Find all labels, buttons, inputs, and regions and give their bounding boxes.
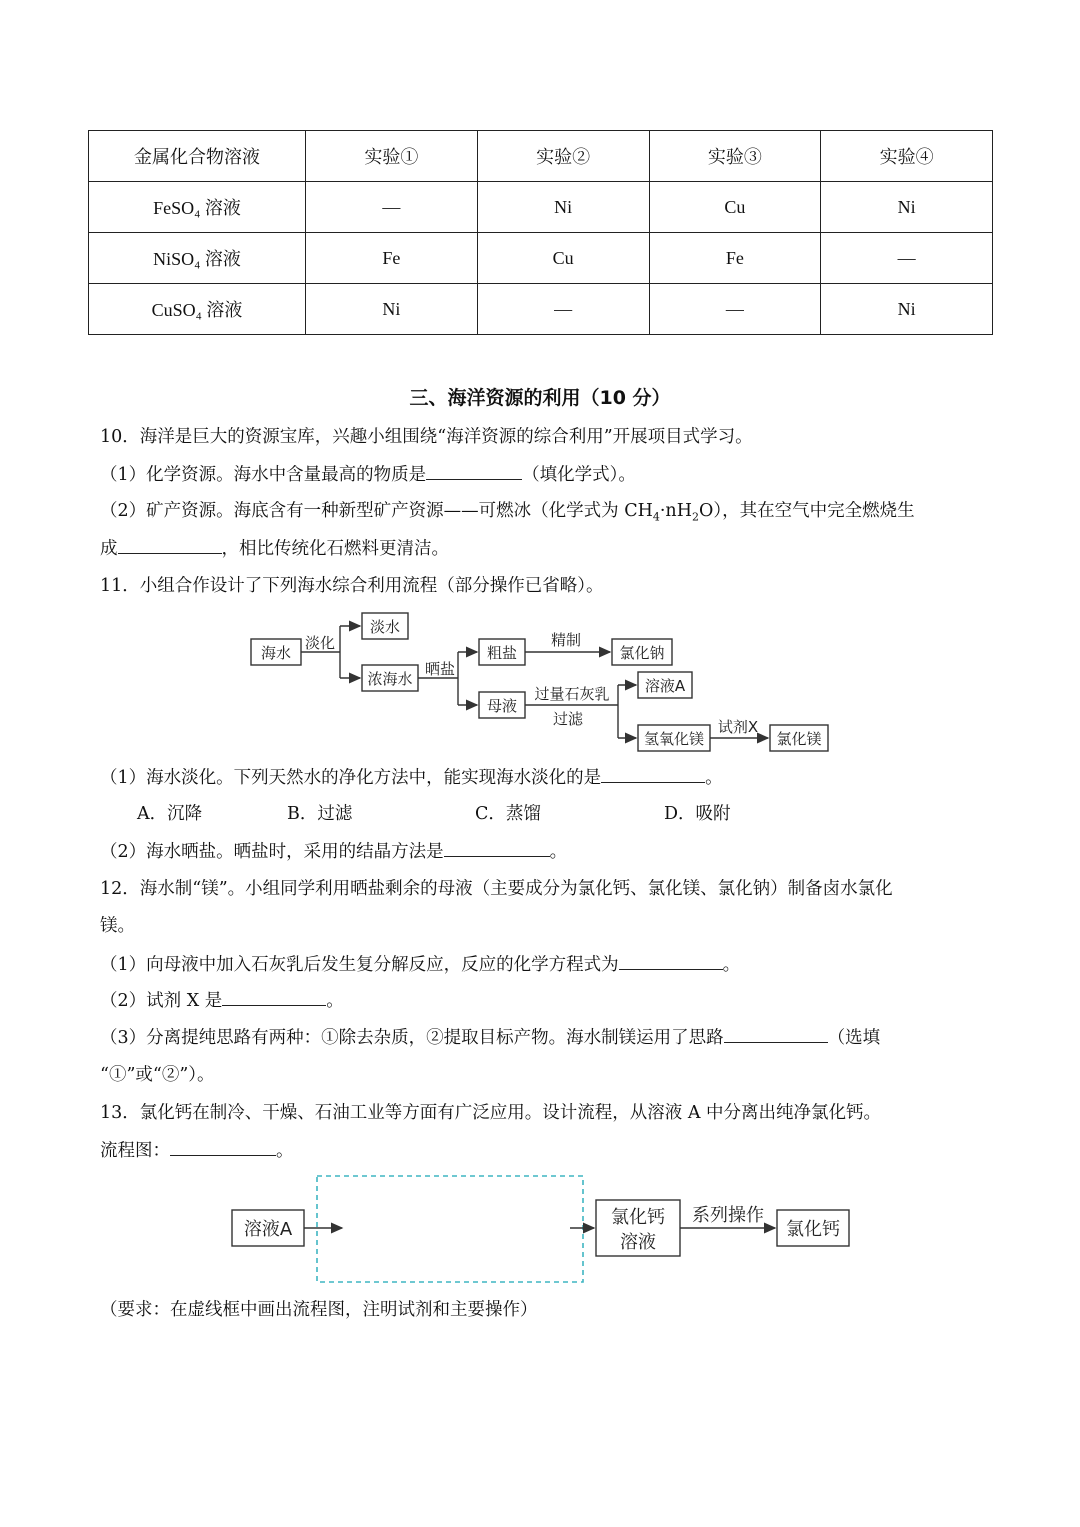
q10-stem: 10．海洋是巨大的资源宝库，兴趣小组围绕“海洋资源的综合利用”开展项目式学习。 bbox=[100, 427, 753, 447]
q10-part1-text: （1）化学资源。海水中含量最高的物质是 bbox=[100, 465, 427, 485]
q12-part3-text: （3）分离提纯思路有两种：①除去杂质，②提取目标产物。海水制镁运用了思路 bbox=[100, 1028, 724, 1048]
reagent-x-label: 试剂X bbox=[717, 718, 759, 736]
cacl2-label: 氯化钙 bbox=[786, 1219, 840, 1240]
table-cell: Ni bbox=[821, 284, 993, 335]
q12-part3-text2: （选填 bbox=[827, 1028, 881, 1048]
cacl2-flow-diagram bbox=[232, 1176, 849, 1282]
sun-dry-label: 晒盐 bbox=[424, 660, 456, 678]
q12-part3-cont: “①”或“②”）。 bbox=[100, 1065, 215, 1085]
table-header: 实验② bbox=[477, 131, 649, 182]
table-cell: — bbox=[477, 284, 649, 335]
q10-part2-text2: O），其在空气中完全燃烧生 bbox=[698, 501, 915, 521]
q13-flow-label bbox=[100, 1139, 294, 1162]
q10-part2-formula: ·nH bbox=[659, 501, 692, 521]
freshwater-label: 淡水 bbox=[369, 618, 401, 636]
table-cell: Fe bbox=[306, 233, 478, 284]
solution-a-label: 溶液A bbox=[243, 1219, 293, 1240]
q12-part3 bbox=[100, 1026, 880, 1049]
q11-part2 bbox=[100, 840, 567, 863]
crude-salt-label: 粗盐 bbox=[486, 644, 518, 662]
solution-a-label: 溶液A bbox=[644, 677, 686, 695]
option-a[interactable]: A．沉降 bbox=[137, 804, 203, 824]
refine-label: 精制 bbox=[550, 631, 582, 649]
q10-part2-end: ，相比传统化石燃料更清洁。 bbox=[221, 539, 449, 559]
table-cell-solution: NiSO₄ 溶液 bbox=[89, 233, 306, 284]
q10-part2-text3: 成 bbox=[100, 539, 118, 559]
q10-part2-text: （2）矿产资源。海底含有一种新型矿产资源——可燃冰（化学式为 CH bbox=[100, 501, 653, 521]
lime-milk-label: 过量石灰乳 bbox=[534, 685, 610, 703]
q13-stem: 13．氯化钙在制冷、干燥、石油工业等方面有广泛应用。设计流程，从溶液 A 中分离出纯净氯化钙。 bbox=[100, 1103, 882, 1123]
subscript: 4 bbox=[652, 510, 660, 524]
table-cell: — bbox=[306, 182, 478, 233]
table-header: 实验① bbox=[306, 131, 478, 182]
table-cell-solution: FeSO₄ 溶液 bbox=[89, 182, 306, 233]
q11-part1 bbox=[100, 766, 723, 789]
nacl-label: 氯化钠 bbox=[619, 644, 665, 662]
table-header: 实验④ bbox=[821, 131, 993, 182]
q12-part2 bbox=[100, 989, 344, 1012]
table-cell: Ni bbox=[821, 182, 993, 233]
option-d[interactable]: D．吸附 bbox=[664, 804, 731, 824]
option-c[interactable]: C．蒸馏 bbox=[475, 804, 541, 824]
q12-stem: 12．海水制“镁”。小组同学利用晒盐剩余的母液（主要成分为氯化钙、氯化镁、氯化钠）制备卤水氯化 bbox=[100, 879, 893, 899]
mother-liquor-label: 母液 bbox=[486, 697, 518, 715]
table-header: 实验③ bbox=[649, 131, 821, 182]
q13-flow-label-end: 。 bbox=[276, 1141, 294, 1161]
dashed-drawing-box[interactable] bbox=[317, 1176, 583, 1282]
filter-label: 过滤 bbox=[552, 710, 584, 728]
answer-blank[interactable] bbox=[724, 1026, 828, 1043]
table-cell: Cu bbox=[649, 182, 821, 233]
q11-stem: 11．小组合作设计了下列海水综合利用流程（部分操作已省略）。 bbox=[100, 576, 604, 596]
table-cell: Ni bbox=[477, 182, 649, 233]
answer-blank[interactable] bbox=[619, 953, 723, 970]
desalinate-label: 淡化 bbox=[304, 634, 336, 652]
table-cell: — bbox=[821, 233, 993, 284]
answer-blank[interactable] bbox=[444, 840, 550, 857]
table-cell: — bbox=[649, 284, 821, 335]
answer-blank[interactable] bbox=[222, 989, 326, 1006]
q11-part1-text: （1）海水淡化。下列天然水的净化方法中，能实现海水淡化的是 bbox=[100, 768, 602, 788]
q11-part2-end: 。 bbox=[549, 842, 568, 862]
q13-note: （要求：在虚线框中画出流程图，注明试剂和主要操作） bbox=[100, 1300, 538, 1320]
brine-label: 浓海水 bbox=[367, 670, 413, 688]
answer-blank[interactable] bbox=[601, 766, 705, 783]
table-cell: Ni bbox=[306, 284, 478, 335]
table-cell: Fe bbox=[649, 233, 821, 284]
q11-part2-text: （2）海水晒盐。晒盐时，采用的结晶方法是 bbox=[100, 842, 444, 862]
seawater-label: 海水 bbox=[260, 644, 292, 662]
q12-part2-text: （2）试剂 X 是 bbox=[100, 991, 223, 1011]
seawater-flow-diagram bbox=[251, 613, 828, 751]
q10-part1-end: （填化学式）。 bbox=[522, 465, 636, 485]
q12-part1 bbox=[100, 953, 740, 976]
answer-blank[interactable] bbox=[170, 1139, 276, 1156]
option-b[interactable]: B．过滤 bbox=[287, 804, 353, 824]
mgcl2-label: 氯化镁 bbox=[776, 730, 822, 748]
cacl2-solution-label-1: 氯化钙 bbox=[611, 1207, 665, 1228]
mg-hydroxide-label: 氢氧化镁 bbox=[643, 730, 705, 748]
section-title: 三、海洋资源的利用（10 分） bbox=[409, 387, 671, 409]
q12-part2-end: 。 bbox=[326, 991, 344, 1011]
q11-part1-end: 。 bbox=[705, 768, 723, 788]
q13-flow-label-text: 流程图： bbox=[100, 1141, 170, 1161]
q12-stem-cont: 镁。 bbox=[100, 916, 135, 936]
table-header: 金属化合物溶液 bbox=[89, 131, 306, 182]
subscript: 2 bbox=[691, 510, 699, 524]
q12-part1-text: （1）向母液中加入石灰乳后发生复分解反应，反应的化学方程式为 bbox=[100, 955, 619, 975]
cacl2-solution-label-2: 溶液 bbox=[620, 1232, 656, 1253]
series-ops-label: 系列操作 bbox=[692, 1205, 764, 1226]
table-cell-solution: CuSO₄ 溶液 bbox=[89, 284, 306, 335]
table-cell: Cu bbox=[477, 233, 649, 284]
q12-part1-end: 。 bbox=[722, 955, 741, 975]
